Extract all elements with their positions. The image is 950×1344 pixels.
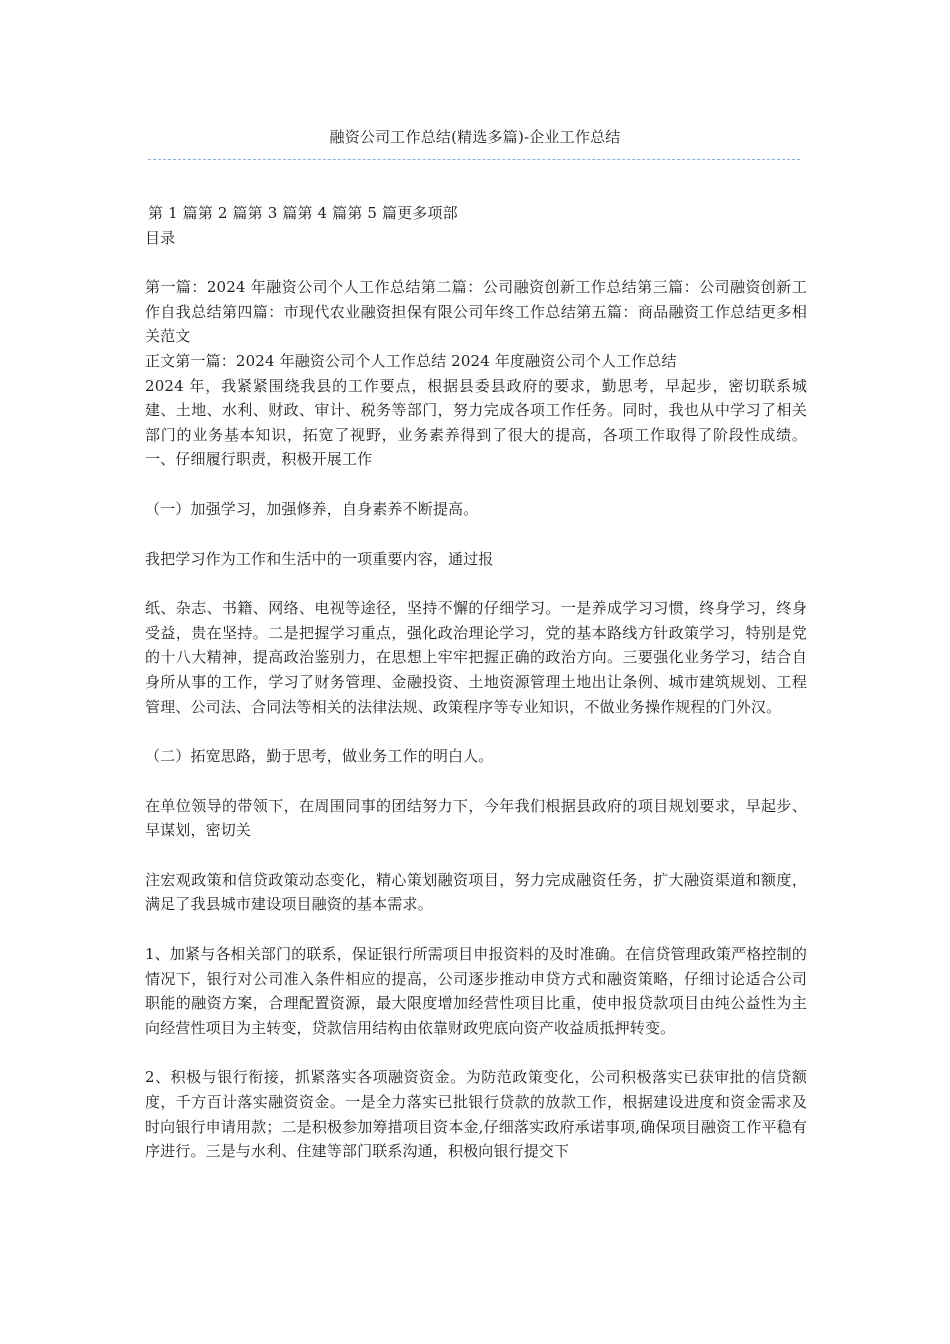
spacer: [145, 250, 807, 275]
spacer: [145, 571, 807, 596]
toc-text: 第一篇：2024 年融资公司个人工作总结第二篇：公司融资创新工作总结第三篇：公司融资创新工作自我总结第四篇：市现代农业融资担保有限公司年终工作总结第五篇：商品融资工作总结更多相关范文: [145, 278, 807, 346]
spacer: [145, 769, 807, 794]
section1-paragraph-2: 纸、杂志、书籍、网络、电视等途径，坚持不懈的仔细学习。一是养成学习习惯，终身学习，终身受益，贵在坚持。二是把握学习重点，强化政治理论学习，党的基本路线方针政策学习，特别是党的十八大精神，提高政治鉴别力，在思想上牢牢把握正确的政治方向。三要强化业务学习，结合自身所从事的工作，学习了财务管理、金融投资、土地资源管理土地出让条例、城市建筑规划、工程管理、公司法、合同法等相关的法律法规、政策程序等专业知识，不做业务操作规程的门外汉。: [145, 599, 807, 716]
document-title: 融资公司工作总结(精选多篇)-企业工作总结: [329, 128, 621, 146]
title-dashed-divider: [148, 159, 800, 160]
section1-heading: （一）加强学习，加强修养，自身素养不断提高。: [145, 499, 479, 518]
spacer: [145, 1040, 807, 1065]
spacer: [145, 917, 807, 942]
numbered-item-2: 2、积极与银行衔接，抓紧落实各项融资资金。为防范政策变化，公司积极落实已获审批的信贷额度，千方百计落实融资资金。一是全力落实已批银行贷款的放款工作，根据建设进度和资金需求及时向银行申请用款；二是积极参加筹措项目资本金,仔细落实政府承诺事项,确保项目融资工作平稳有序进行。三是与水利、住建等部门联系沟通，积极向银行提交下: [145, 1068, 807, 1161]
spacer: [145, 719, 807, 744]
spacer: [145, 522, 807, 547]
spacer: [145, 472, 807, 497]
chapter-nav-line: 第 1 篇第 2 篇第 3 篇第 4 篇第 5 篇更多项部: [148, 204, 458, 222]
main-heading: 正文第一篇：2024 年融资公司个人工作总结 2024 年度融资公司个人工作总结: [145, 351, 677, 370]
spacer: [145, 843, 807, 868]
section2-paragraph-1: 在单位领导的带领下，在周围同事的团结努力下，今年我们根据县政府的项目规划要求，早起步、早谋划，密切关: [145, 796, 807, 840]
section2-heading: （二）拓宽思路，勤于思考，做业务工作的明白人。: [145, 747, 494, 766]
intro-paragraph: 2024 年，我紧紧围绕我县的工作要点，根据县委县政府的要求，勤思考，早起步，密切联系城建、土地、水利、财政、审计、税务等部门，努力完成各项工作任务。同时，我也从中学习了相关部门的业务基本知识，拓宽了视野，业务素养得到了很大的提高，各项工作取得了阶段性成绩。一、仔细履行职责，积极开展工作: [145, 376, 807, 469]
document-body: [145, 201, 807, 1164]
section2-paragraph-2: 注宏观政策和信贷政策动态变化，精心策划融资项目，努力完成融资任务，扩大融资渠道和额度，满足了我县城市建设项目融资的基本需求。: [145, 870, 807, 914]
section1-paragraph-1: 我把学习作为工作和生活中的一项重要内容，通过报: [145, 549, 494, 568]
numbered-item-1: 1、加紧与各相关部门的联系，保证银行所需项目申报资料的及时准确。在信贷管理政策严格控制的情况下，银行对公司准入条件相应的提高，公司逐步推动申贷方式和融资策略，仔细讨论适合公司职能的融资方案，合理配置资源，最大限度增加经营性项目比重，使申报贷款项目由纯公益性为主向经营性项目为主转变，贷款信用结构由依靠财政兜底向资产收益质抵押转变。: [145, 945, 807, 1037]
toc-heading: 目录: [145, 228, 176, 247]
